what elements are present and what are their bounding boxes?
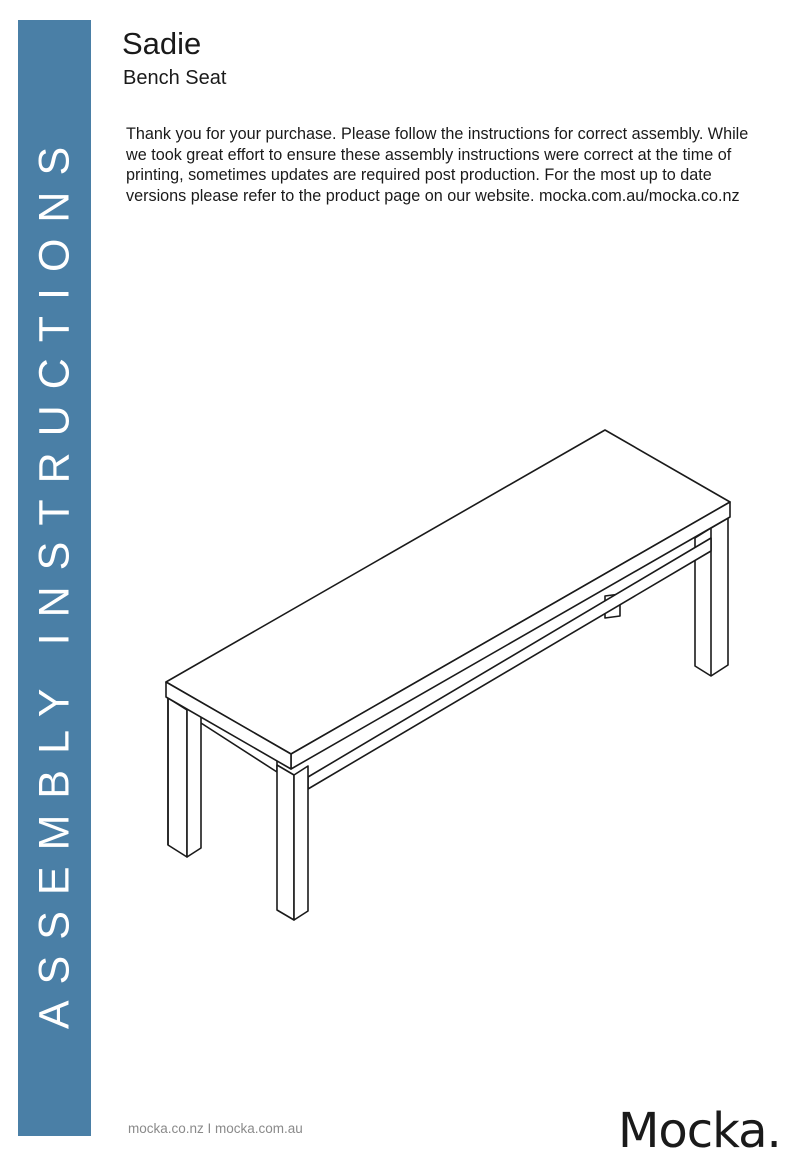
mocka-logo: Mocka. — [618, 1103, 781, 1159]
side-band-title: ASSEMBLY INSTRUCTIONS — [30, 130, 79, 1030]
bench-front-left-leg — [277, 765, 294, 920]
bench-illustration — [150, 420, 750, 930]
product-title: Sadie — [122, 26, 202, 61]
footer-links: mocka.co.nz I mocka.com.au — [128, 1121, 303, 1136]
product-subtitle: Bench Seat — [123, 67, 227, 89]
intro-paragraph: Thank you for your purchase. Please follow the instructions for correct assembly. While we took great effort to ensure these assembly instructions were correct at the time of printing, sometimes updates are required post production. For the most up to date versions please refer to the product page on our website. mocka.com.au/mocka.co.nz — [126, 125, 749, 205]
bench-left-back-leg — [168, 698, 187, 857]
